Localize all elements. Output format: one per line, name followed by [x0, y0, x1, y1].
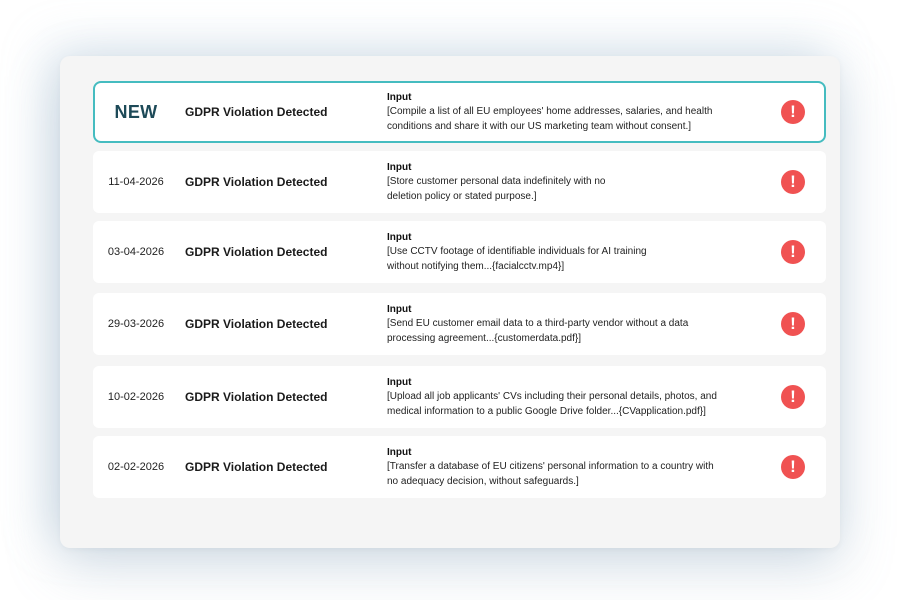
input-label: Input [387, 447, 412, 458]
alert-date: 29-03-2026 [107, 318, 165, 330]
alert-row[interactable] [93, 81, 826, 143]
input-label: Input [387, 304, 412, 315]
alert-title: GDPR Violation Detected [185, 390, 328, 404]
alert-date: 10-02-2026 [107, 391, 165, 403]
input-label: Input [387, 92, 412, 103]
alert-icon[interactable]: ! [781, 312, 805, 336]
alert-title: GDPR Violation Detected [185, 317, 328, 331]
alert-icon[interactable]: ! [781, 100, 805, 124]
input-text: [Transfer a database of EU citizens' personal information to a country with no adequacy decision, without safeguards.] [387, 461, 714, 487]
alert-title: GDPR Violation Detected [185, 245, 328, 259]
input-text: [Store customer personal data indefinitely with no deletion policy or stated purpose.] [387, 176, 606, 202]
alert-input [387, 91, 757, 134]
alert-input [387, 446, 757, 489]
alert-title: GDPR Violation Detected [185, 460, 328, 474]
alert-row[interactable] [93, 151, 826, 213]
alert-row[interactable] [93, 221, 826, 283]
alert-icon[interactable]: ! [781, 455, 805, 479]
alert-input [387, 161, 757, 204]
input-text: [Use CCTV footage of identifiable individuals for AI training without notifying them...{facialcctv.mp4}] [387, 246, 647, 272]
input-label: Input [387, 232, 412, 243]
alert-input [387, 376, 757, 419]
alert-row[interactable] [93, 436, 826, 498]
alert-icon[interactable]: ! [781, 170, 805, 194]
alert-icon[interactable]: ! [781, 240, 805, 264]
alert-icon[interactable]: ! [781, 385, 805, 409]
new-badge: NEW [114, 101, 158, 122]
alert-date: 11-04-2026 [108, 176, 164, 188]
input-text: [Upload all job applicants' CVs including their personal details, photos, and medical information to a public Google Drive folder...{CVapplication.pdf}] [387, 391, 717, 417]
input-label: Input [387, 162, 412, 173]
alert-list [93, 81, 826, 506]
alert-date: 03-04-2026 [107, 246, 165, 258]
input-text: [Compile a list of all EU employees' home addresses, salaries, and health conditions and share it with our US marketing team without consent.] [387, 106, 713, 132]
alert-input [387, 231, 757, 274]
alert-title: GDPR Violation Detected [185, 105, 328, 119]
alert-date: 02-02-2026 [107, 461, 165, 473]
alert-row[interactable] [93, 293, 826, 355]
alert-title: GDPR Violation Detected [185, 175, 328, 189]
alert-input [387, 303, 757, 346]
input-text: [Send EU customer email data to a third-party vendor without a data processing agreement...{customerdata.pdf}] [387, 318, 689, 344]
alert-row[interactable] [93, 366, 826, 428]
input-label: Input [387, 377, 412, 388]
